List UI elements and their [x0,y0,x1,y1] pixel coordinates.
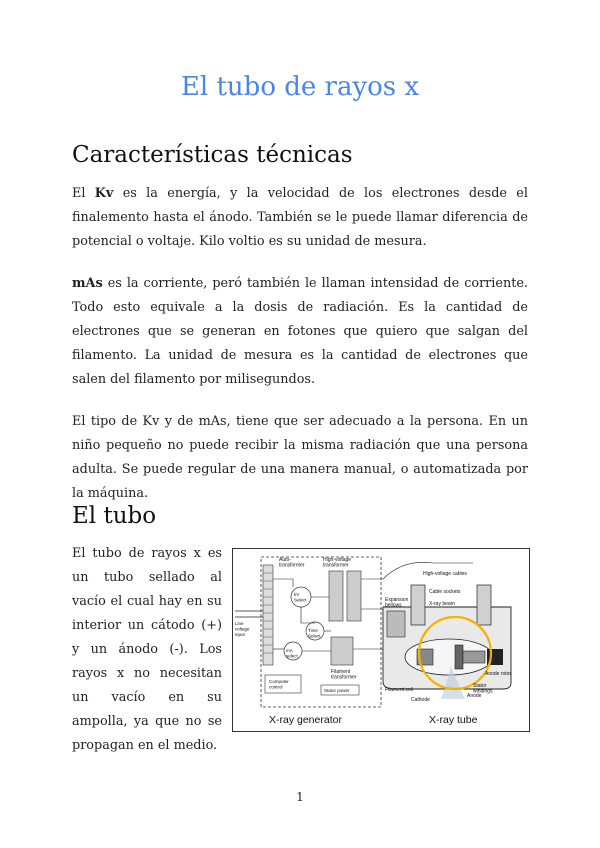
xray-diagram-figure [232,548,530,732]
caption-x-ray-generator: X-ray generator [269,714,342,726]
paragraph-tubo: El tubo de rayos x es un tubo sellado al vacío el cual hay en su interior un cátodo (+) y un ánodo (-). Los rayos x no necesitan un vacío en su ampolla, ya que no se propagan en el medio. [72,546,222,753]
label-line-voltage: Line voltage input [235,621,250,637]
label-anode-rotor: Anode rotor [485,671,512,677]
paragraph-kv-text: es la energía, y la velocidad de los electrones desde el finalemento hasta el ánodo. También se le puede llamar diferencia de potencial o voltaje. Kilo voltio es su unidad de mesura. [72,186,528,249]
label-hv-transformer: High-voltage transformer [323,557,352,569]
label-cable-sockets: Cable sockets [429,589,461,595]
caption-x-ray-tube: X-ray tube [429,714,478,726]
hv-transformer [329,571,343,621]
expansion-bellows [387,611,405,637]
label-auto-transformer: Auto-transformer [279,557,305,569]
cable-socket-right [477,585,491,625]
auto-transformer-coil [263,565,273,665]
section-heading-caracteristicas: Características técnicas [72,142,353,168]
paragraph-mas-text: es la corriente, peró también le llaman intensidad de corriente. Todo esto equivale a la dosis de radiación. Es la cantidad de electrones que se generan en fotones que quiero que salgan del filamento. La unidad de mesura es la cantidad de electrones que salen del filamento por milisegundos. [72,276,528,387]
anode-disc [455,645,463,669]
paragraph-mas [72,272,528,392]
label-kv-select: kV Select [294,592,307,603]
label-cathode: Cathode [411,697,430,703]
document-title: El tubo de rayos x [180,72,420,102]
filament-transformer [331,637,353,665]
label-stator-power: Stator power [324,688,350,693]
xray-diagram [233,549,529,731]
label-x-ray-beam: X-ray beam [429,601,455,607]
paragraph-kv-pre: El [72,186,95,201]
label-computer-control: Computer control [269,679,289,690]
term-mas: mAs [72,276,103,291]
cable-socket-left [411,585,425,625]
term-kv: Kv [94,186,114,201]
label-filament-transformer: Filament transformer [331,669,357,681]
label-hv-cables: High-voltage cables [423,571,467,577]
paragraph-kv [72,182,528,254]
label-ma-select: mA select [286,648,298,659]
label-anode: Anode [467,693,482,699]
label-filament-coil: Filament coil [385,687,414,693]
anode-rotor [463,651,485,663]
paragraph-tipo: El tipo de Kv y de mAs, tiene que ser adecuado a la persona. En un niño pequeño no puede recibir la misma radiación que una persona adulta. Se puede regular de una manera manual, o automatizada por la máquina. [72,414,528,501]
section-heading-el-tubo: El tubo [72,503,157,529]
label-time-select: Time Select [308,628,321,639]
hv-transformer-secondary [347,571,361,621]
label-stator-windings: Stator windings [473,683,493,695]
page-number: 1 [296,790,304,804]
label-expansion-bellows: Expansion bellows [385,597,409,609]
